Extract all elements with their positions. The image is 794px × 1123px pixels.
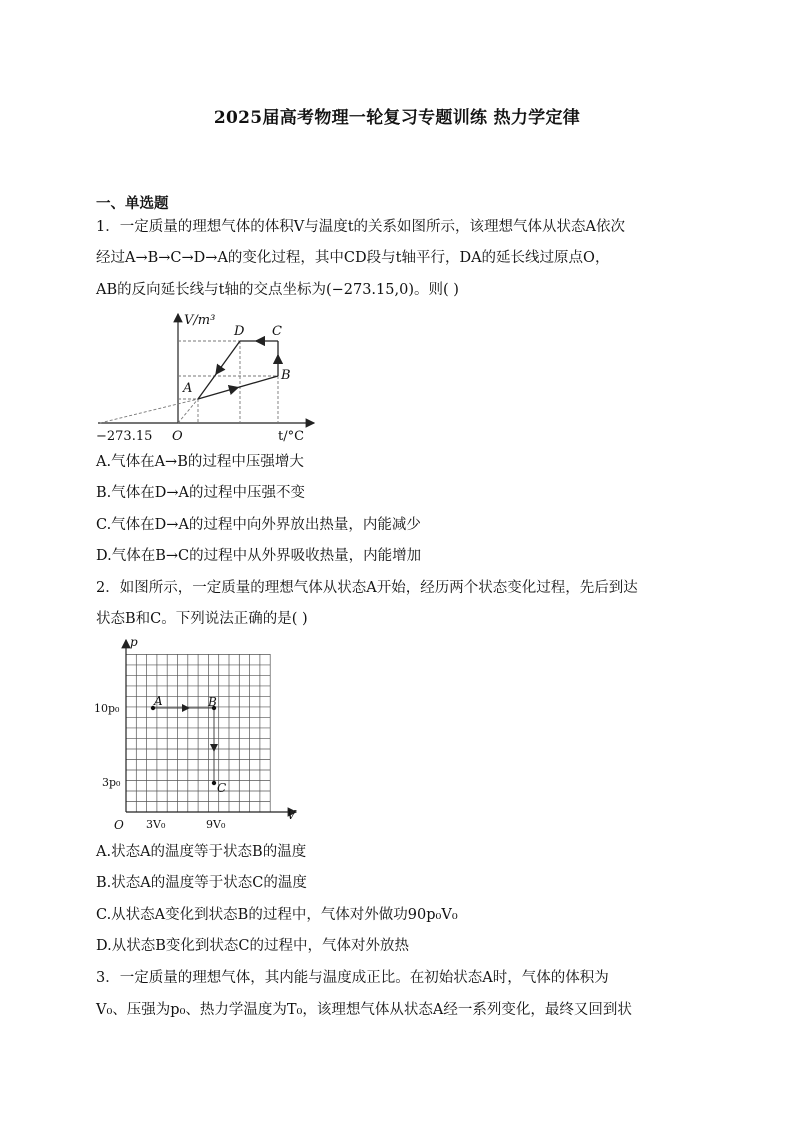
section-heading: 一、单选题: [96, 195, 169, 212]
q1-line-1: 1．一定质量的理想气体的体积V与温度t的关系如图所示，该理想气体从状态A依次: [96, 219, 625, 235]
q1-point-d: D: [234, 324, 245, 339]
q1-vt-diagram: [92, 308, 322, 448]
q2-pv-diagram: [92, 634, 302, 836]
q2-tick-10p0: 10p₀: [94, 702, 120, 715]
q2-option-c: C.从状态A变化到状态B的过程中，气体对外做功90p₀V₀: [96, 907, 458, 923]
q1-v-label: V/m³: [184, 313, 216, 328]
q1-line-2: 经过A→B→C→D→A的变化过程，其中CD段与t轴平行，DA的延长线过原点O，: [96, 250, 610, 266]
q1-point-c: C: [272, 324, 282, 339]
q2-option-a: A.状态A的温度等于状态B的温度: [96, 844, 307, 860]
q2-tick-9v0: 9V₀: [206, 818, 226, 831]
q2-point-c: C: [217, 781, 227, 795]
q2-tick-3v0: 3V₀: [146, 818, 166, 831]
q1-option-c: C.气体在D→A的过程中向外界放出热量，内能减少: [96, 517, 421, 533]
q2-p-label: p: [130, 635, 138, 649]
q2-option-b: B.状态A的温度等于状态C的温度: [96, 875, 307, 891]
page-title: 2025届高考物理一轮复习专题训练 热力学定律: [213, 108, 581, 128]
q2-v-label: V: [287, 808, 296, 822]
q1-option-d: D.气体在B→C的过程中从外界吸收热量，内能增加: [96, 548, 422, 564]
q1-option-b: B.气体在D→A的过程中压强不变: [96, 485, 306, 501]
q1-t-label: t/°C: [278, 429, 305, 444]
q2-option-d: D.从状态B变化到状态C的过程中，气体对外放热: [96, 938, 409, 954]
q1-neg-label: −273.15: [96, 429, 153, 444]
q2-line-2: 状态B和C。下列说法正确的是( ): [96, 611, 308, 627]
q1-point-a: A: [183, 381, 193, 396]
q2-tick-3p0: 3p₀: [102, 776, 121, 789]
q1-point-b: B: [281, 368, 291, 383]
q2-point-b: B: [208, 695, 217, 709]
q2-line-1: 2．如图所示，一定质量的理想气体从状态A开始，经历两个状态变化过程，先后到达: [96, 580, 638, 596]
q1-origin-label: O: [172, 429, 183, 444]
q3-line-2: V₀、压强为p₀、热力学温度为T₀，该理想气体从状态A经一系列变化，最终又回到状: [96, 1002, 632, 1018]
q2-point-c-dot: [212, 781, 216, 785]
q3-line-1: 3．一定质量的理想气体，其内能与温度成正比。在初始状态A时，气体的体积为: [96, 970, 609, 986]
q1-option-a: A.气体在A→B的过程中压强增大: [96, 454, 304, 470]
q1-line-3: AB的反向延长线与t轴的交点坐标为(−273.15,0)。则( ): [96, 282, 459, 298]
q2-point-a: A: [154, 694, 163, 708]
q2-origin-label: O: [114, 818, 124, 832]
